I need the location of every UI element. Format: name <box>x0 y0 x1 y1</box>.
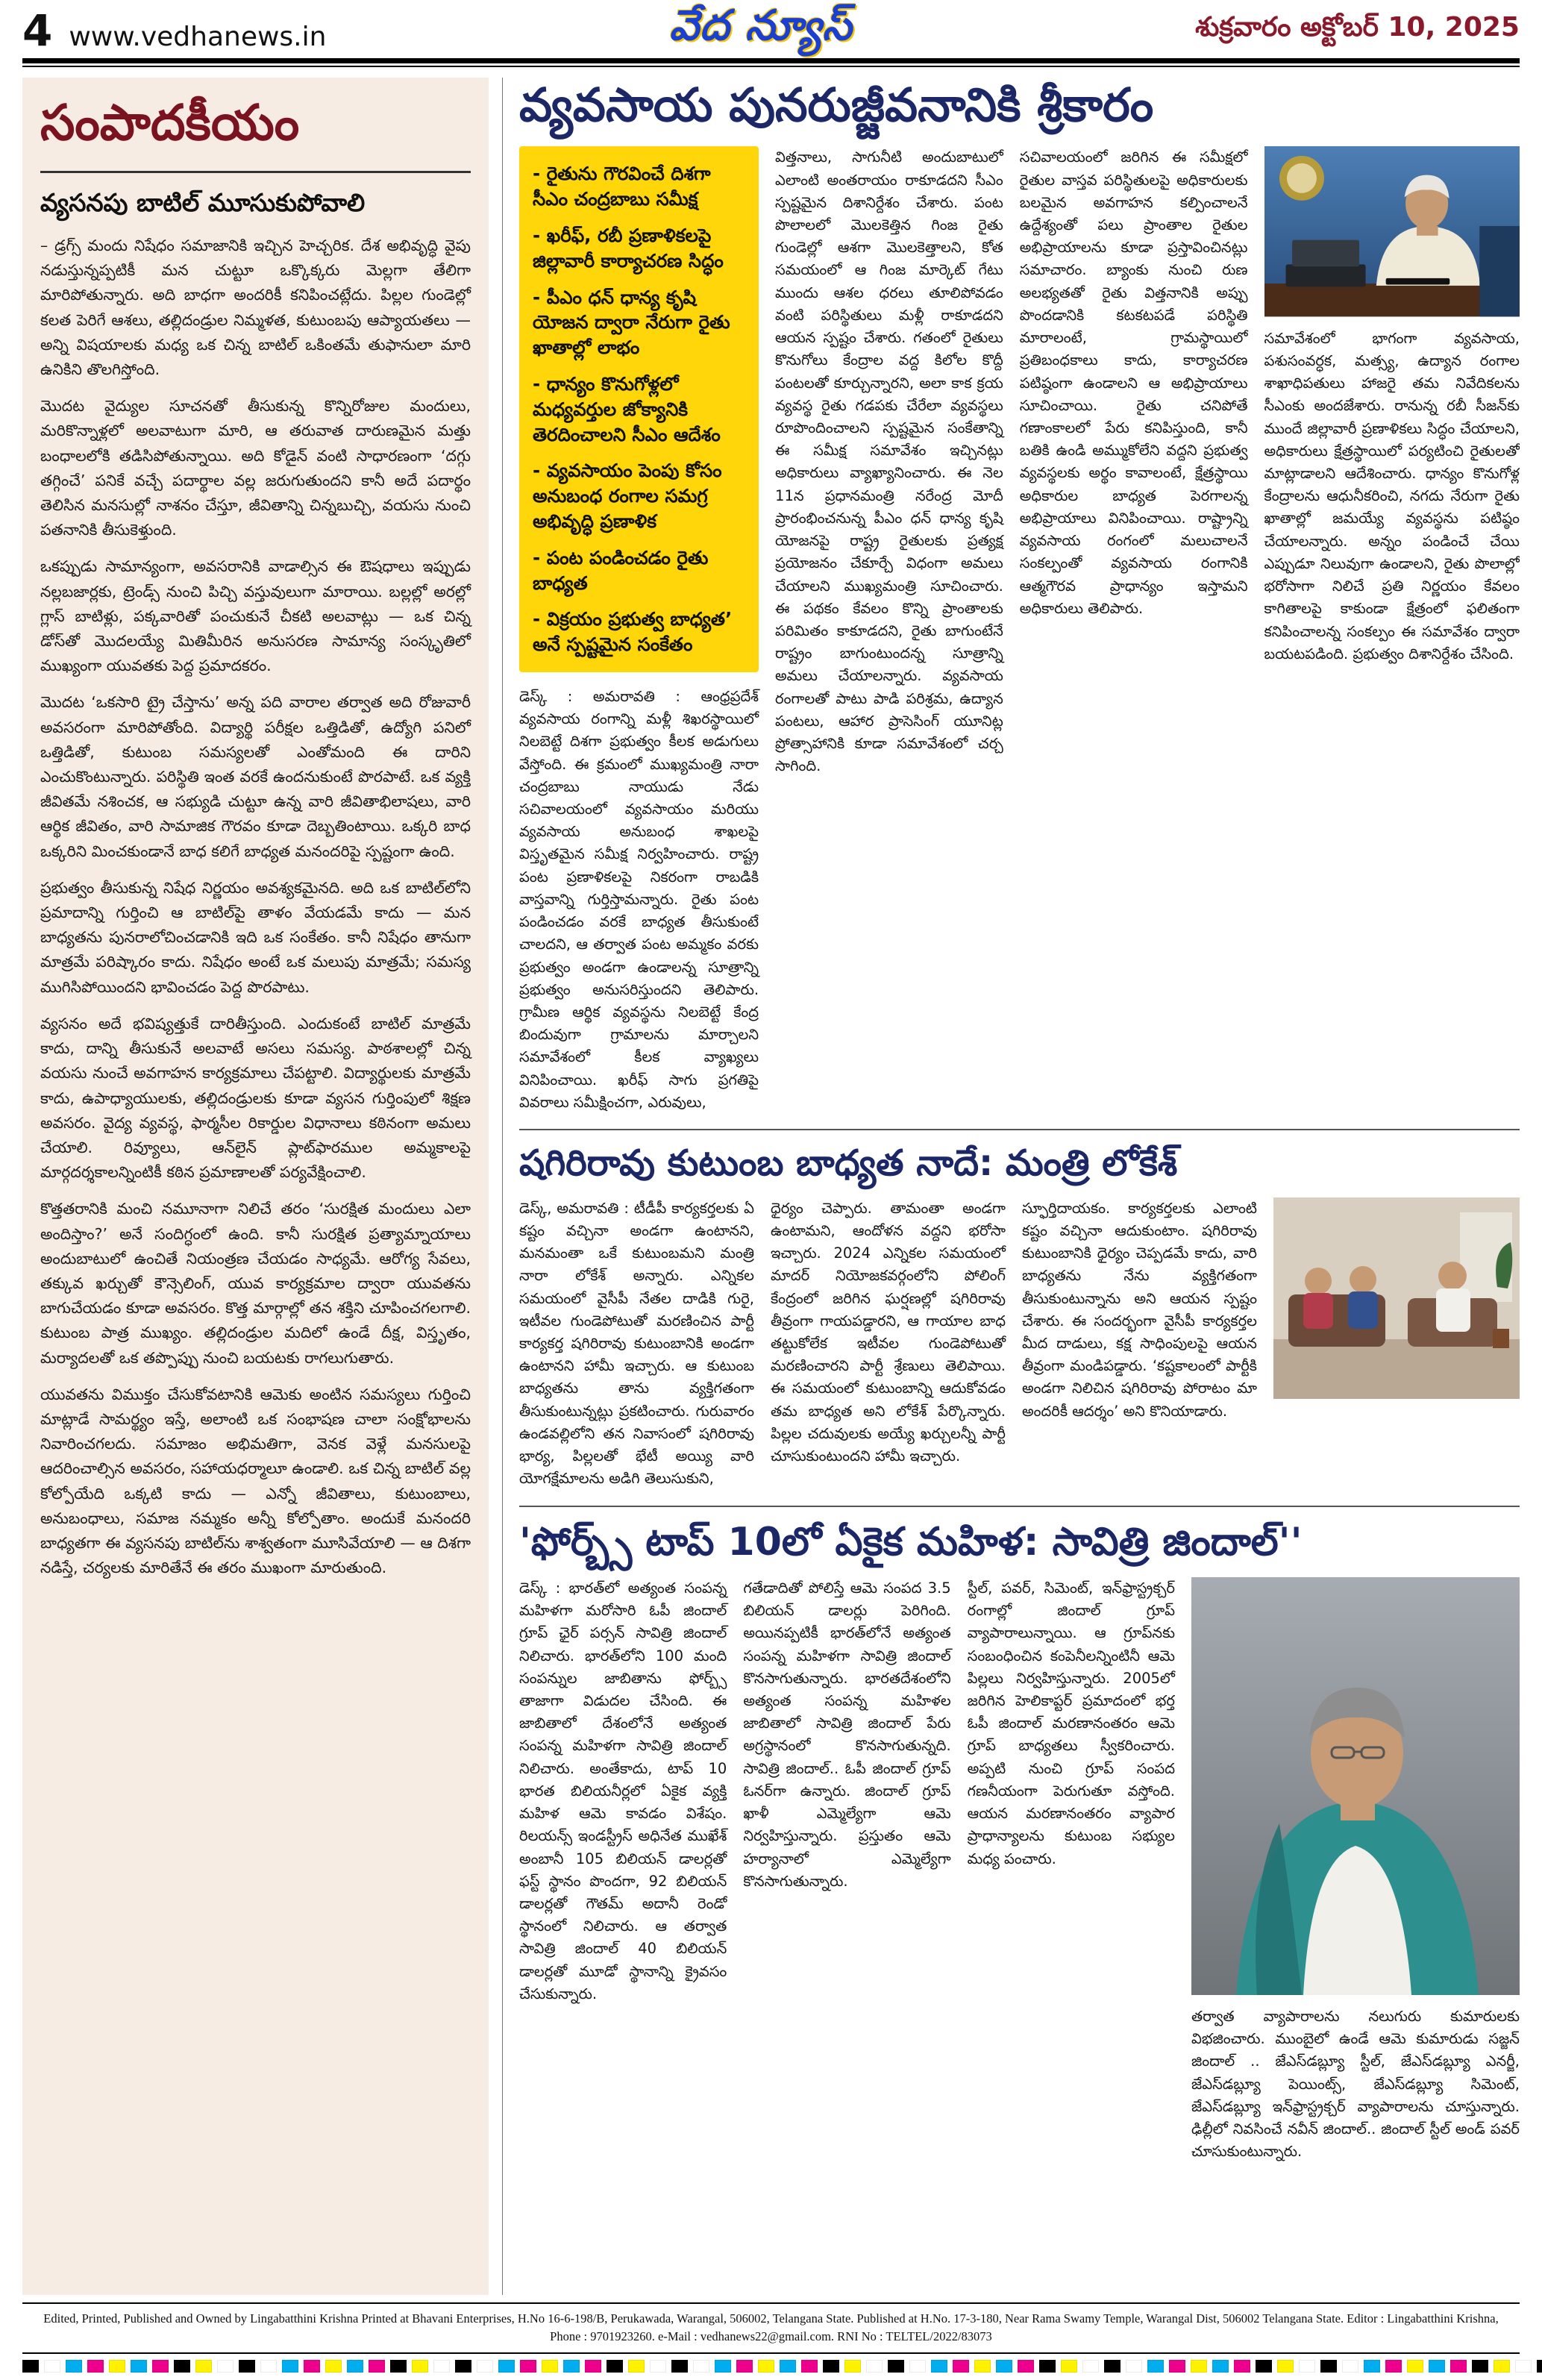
registration-color-swatch <box>1407 2360 1423 2373</box>
registration-color-swatch <box>1515 2360 1532 2373</box>
registration-color-swatch <box>347 2360 363 2373</box>
registration-color-swatch <box>758 2360 774 2373</box>
highlight-item: - వ్యవసాయం పెంపు కోసం అనుబంధ రంగాల సమగ్ర అభివృద్ధి ప్రణాళిక <box>533 460 722 532</box>
registration-color-swatch <box>1082 2360 1099 2373</box>
registration-color-swatch <box>563 2360 580 2373</box>
article3-text-4: తర్వాత వ్యాపారాలను నలుగురు కుమారులకు విభజించారు. ముంబైలో ఉండే ఆమె కుమారుడు సజ్జన్ జిందాల్ .. జేఎస్‌డబ్ల్యూ స్టీల్, జేఎస్‌డబ్ల్యూ ఎనర్జీ, జేఎస్‌డబ్ల్యూ పెయింట్స్, జేఎస్‌డబ్ల్యూ సిమెంట్, జేఎస్‌డబ్ల్యూ ఇన్‌ఫ్రాస్ట్రక్చర్ వ్యాపారాలను చూస్తున్నారు. ఢిల్లీలో నివసించే నవీన్ జిందాల్.. జిందాల్ స్టీల్ అండ్ పవర్ చూసుకుంటున్నారు. <box>1191 2007 1520 2161</box>
registration-color-swatch <box>477 2360 493 2373</box>
registration-color-swatch <box>953 2360 969 2373</box>
registration-color-swatch <box>1169 2360 1185 2373</box>
registration-color-swatch <box>542 2360 558 2373</box>
article3-body <box>519 1577 1520 2164</box>
article2-text-3: స్ఫూర్తిదాయకం. కార్యకర్తలకు ఎలాంటి కష్టం వచ్చినా ఆదుకుంటాం. షగిరిరావు కుటుంబానికి ధైర్యం చెప్పడమే కాదు, వారి బాధ్యతను నేను వ్యక్తిగతంగా తీసుకుంటున్నాను అని ఆయన స్పష్టం చేశారు. ఈ సందర్భంగా వైసీపీ కార్యకర్తల మీద దాడులు, కక్ష సాధింపులపై ఆయన తీవ్రంగా మండిపడ్డారు. ‘కష్టకాలంలో పార్టీకి అండగా నిలిచిన షగిరిరావు పోరాటం మా అందరికీ ఆదర్శం’ అని కొనియాడారు. <box>1022 1199 1257 1420</box>
registration-color-swatch <box>217 2360 234 2373</box>
registration-color-swatch <box>152 2360 169 2373</box>
registration-color-swatch <box>1234 2360 1250 2373</box>
registration-color-swatch <box>239 2360 255 2373</box>
article1-text-2: విత్తనాలు, సాగునీటి అందుబాటులో ఎలాంటి అంతరాయం రాకూడదని సీఎం స్పష్టమైన దిశానిర్దేశం చేశారు. పంట పొలాలలో మొలకెత్తిన గింజ రైతు గుండెల్లో ఆశగా మొలకెత్తాలని, కోత సమయంలో ఆ గింజ మార్కెట్ గేటు ముందు ఆశల ధరలు తూలిపోవడం వంటి పరిస్థితులు మళ్లీ రాకూడదని ఆయన స్పష్టం చేశారు. గతంలో రైతులు కొనుగోలు కేంద్రాల వద్ద కిలోల కొద్దీ పంటలతో కూర్చున్నారని, అలా కాక క్రయ వ్యవస్థ రైతు గడపకు చేరేలా వ్యవస్థలు రూపొందించాలని స్పష్టమైన సంకేతాన్ని ఈ సమీక్ష సమావేశం ఇచ్చినట్లు అధికారులు వ్యాఖ్యానించారు. ఈ నెల 11న ప్రధానమంత్రి నరేంద్ర మోదీ ప్రారంభించనున్న పీఎం ధన్ ధాన్య కృషి యోజనపై రాష్ట్ర రైతులకు ప్రత్యక్ష ప్రయోజనం చేకూర్చే విధంగా అమలు చేయాలని ముఖ్యమంత్రి సూచించారు. ఈ పథకం కేవలం కొన్ని ప్రాంతాలకు పరిమితం కాకూడదని, రైతు బాగుంటేనే రాష్ట్రం బాగుంటుందన్న సూత్రాన్ని అమలు చేయాలన్నారు. వ్యవసాయ రంగాలతో పాటు పాడి పరిశ్రమ, ఉద్యాన పంటలు, ఆహార ప్రాసెసింగ్ యూనిట్ల ప్రోత్సాహానికి కూడా సమావేశంలో చర్చ సాగింది. <box>775 148 1003 775</box>
editorial-subtitle: వ్యసనపు బాటిల్ మూసుకుపోవాలి <box>40 188 366 217</box>
registration-color-swatch <box>1191 2360 1207 2373</box>
article2-text-1: డెస్క్, అమరావతి : టీడీపీ కార్యకర్తలకు ఏ కష్టం వచ్చినా అండగా ఉంటానని, మనమంతా ఒకే కుటుంబమని మంత్రి నారా లోకేశ్ అన్నారు. ఎన్నికల సమయంలో వైసీపీ నేతల దాడికి గురై, ఇటీవల గుండెపోటుతో మరణించిన పార్టీ కార్యకర్త షగిరిరావు కుటుంబానికి అండగా ఉంటానని హామీ ఇచ్చారు. ఆ కుటుంబ బాధ్యతను తాను వ్యక్తిగతంగా తీసుకుంటున్నట్లు ప్రకటించారు. గురువారం ఉండవల్లిలోని తన నివాసంలో షగిరిరావు భార్య, పిల్లలతో భేటీ అయ్యి వారి యోగక్షేమాలను అడిగి తెలుసుకుని, <box>519 1199 754 1488</box>
registration-color-swatch <box>1256 2360 1272 2373</box>
registration-color-swatch <box>996 2360 1012 2373</box>
registration-color-swatch <box>66 2360 82 2373</box>
registration-color-swatch <box>498 2360 515 2373</box>
article-jindal <box>519 1506 1520 2164</box>
article3-text-1: డెస్క్ : భారత్‌లో అత్యంత సంపన్న మహిళగా మరోసారి ఓపీ జిందాల్ గ్రూప్ ఛైర్ పర్సన్ సావిత్రి జిందాల్ నిలిచారు. భారత్‌లోని 100 మంది సంపన్నుల జాబితాను ఫోర్బ్స్ తాజాగా విడుదల చేసింది. ఈ జాబితాలో దేశంలోనే అత్యంత సంపన్న మహిళగా సావిత్రి జిందాల్ నిలిచారు. అంతేకాదు, టాప్ 10 భారత బిలియనీర్లలో ఏకైక వ్యక్తి మహిళ ఆమె కావడం విశేషం. రిలయన్స్ ఇండస్ట్రీస్ అధినేత ముఖేశ్ అంబానీ 105 బిలియన్ డాలర్లతో ఫస్ట్ స్థానం పొందగా, 92 బిలియన్ డాలర్లతో గౌతమ్ అదానీ రెండో స్థానంలో నిలిచారు. ఆ తర్వాత సావిత్రి జిందాల్ 40 బిలియన్ డాలర్లతో మూడో స్థానాన్ని క్రైవసం చేసుకున్నారు. <box>519 1579 727 2002</box>
article1-text-4: సమావేశంలో భాగంగా వ్యవసాయ, పశుసంవర్ధక, మత్స్య, ఉద్యాన రంగాల శాఖాధిపతులు హాజరై తమ నివేదికలను సీఎంకు అందజేశారు. రానున్న రబీ సీజన్‌కు ముందే జిల్లావారీ ప్రణాళికలు సిద్ధం చేయాలని, అధికారులు క్షేత్రస్థాయిలో పర్యటించి రైతులతో మాట్లాడాలని ఆదేశించారు. ధాన్యం కొనుగోళ్ల కేంద్రాలను ఆధునీకరించి, నగదు నేరుగా రైతు ఖాతాల్లో జమయ్యే వ్యవస్థను పటిష్ఠం చేయాలన్నారు. అన్నం పండించే చేయి ఎప్పుడూ నిలువుగా ఉండాలని, రైతు పొలాల్లో భరోసాగా నిలిచే ప్రతి నిర్ణయం కేవలం కాగితాలపై కాకుండా క్షేత్రంలో ఫలితంగా కనిపించాలన్న సంకల్పం ఈ సమావేశం ద్వారా బయటపడింది. ప్రభుత్వం దిశానిర్దేశం చేసింది. <box>1264 329 1520 663</box>
editorial-paragraph: వ్యసనం అదే భవిష్యత్తుకే దారితీస్తుంది. ఎందుకంటే బాటిల్ మాత్రమే కాదు, దాన్ని తీసుకునే అలవాటే అసలు సమస్య. పాఠశాలల్లో చిన్న వయసు నుంచే అవగాహన కార్యక్రమాలు చేపట్టాలి. విద్యార్థులకు మాత్రమే కాదు, ఉపాధ్యాయులకు, తల్లిదండ్రులకు కూడా వ్యసన గుర్తింపులో శిక్షణ అవసరం. వైద్య వ్యవస్థ, ఫార్మసీల రికార్డుల విధానాలు కఠినంగా అమలు చేయాలి. రివ్యూలు, ఆన్‌లైన్ ప్లాట్‌ఫారముల అమ్మకాలపై మార్గదర్శకాలన్నింటికీ కఠిన ప్రమాణాలతో పర్యవేక్షించాలి. <box>40 1014 471 1182</box>
cm-review-photo <box>1264 146 1520 316</box>
article3-text-3: స్టీల్, పవర్, సిమెంట్, ఇన్‌ఫ్రాస్ట్రక్చర్ రంగాల్లో జిందాల్ గ్రూప్ వ్యాపారాలున్నాయి. ఆ గ్రూప్‌నకు సంబంధించిన కంపెనీలన్నింటినీ ఆమె పిల్లలు నిర్వహిస్తున్నారు. 2005లో జరిగిన హెలికాప్టర్ ప్రమాదంలో భర్త ఓపీ జిందాల్ మరణానంతరం ఆమె గ్రూప్ బాధ్యతలు స్వీకరించారు. అప్పటి నుంచి గ్రూప్ సంపద గణనీయంగా పెరుగుతూ వస్తోంది. ఆయన మరణానంతరం వ్యాపార ప్రాధాన్యాలను కుటుంబ సభ్యుల మధ్య పంచారు. <box>967 1579 1175 1867</box>
highlight-item: - విక్రయం ప్రభుత్వ బాధ్యత’ అనే స్పష్టమైన సంకేతం <box>533 608 733 656</box>
highlight-item: - రైతును గౌరవించే దిశగా సీఎం చంద్రబాబు సమీక్ష <box>533 163 711 210</box>
registration-color-swatch <box>888 2360 904 2373</box>
registration-color-swatch <box>1061 2360 1077 2373</box>
article1-text-1: డెస్క్ : అమరావతి : ఆంధ్రప్రదేశ్ వ్యవసాయ రంగాన్ని మళ్లీ శిఖరస్థాయిలో నిలబెట్టే దిశగా ప్రభుత్వం కీలక అడుగులు వేస్తోంది. ఈ క్రమంలో ముఖ్యమంత్రి నారా చంద్రబాబు నాయుడు నేడు సచివాలయంలో వ్యవసాయం మరియు వ్యవసాయ అనుబంధ శాఖలపై విస్తృతమైన సమీక్ష నిర్వహించారు. రాష్ట్ర పంట ప్రణాళికలపై నికరంగా రాబడికి వాస్తవాన్ని గుర్తిస్తామన్నారు. రైతు పంట పండించడం వరకే బాధ్యత తీసుకుంటే చాలదని, ఆ తర్వాత పంట అమ్మకం వరకు ప్రభుత్వం అండగా ఉండాలన్న సూత్రాన్ని ప్రభుత్వం అనుసరిస్తుందని తెలిపారు. గ్రామీణ ఆర్థిక వ్యవస్థను నిలబెట్టే కేంద్ర బిందువుగా గ్రామాలను మార్చాలని సమావేశంలో కీలక వ్యాఖ్యలు వినిపించాయి. ఖరీఫ్ సాగు ప్రగతిపై వివరాలు సమీక్షించగా, ఎరువులు, <box>519 687 759 1111</box>
website-url: www.vedhanews.in <box>69 22 327 52</box>
registration-color-swatch <box>412 2360 428 2373</box>
editorial-paragraph: మొదట ‘ఒకసారి ట్రై చేస్తాను’ అన్న పది వారాల తర్వాత అది రోజువారీ అవసరంగా మారిపోతోంది. విద్యార్థి పరీక్షల ఒత్తిడితో, ఉద్యోగి పనిలో ఒత్తిడితో, కుటుంబ సమస్యలతో ఎంతోమంది ఈ దారిని ఎంచుకొంటున్నారు. పరిస్థితి ఇంత వరకే ఉందనుకుంటే పొరపాటే. ఒక వ్యక్తి జీవితమే నశించక, ఆ సభ్యుడి చుట్టూ ఉన్న వారి జీవితాభిలాషలు, వారి ఆర్థిక జీవితం, వారి సామాజిక గౌరవం కూడా దెబ్బతింటాయి. ఒక్కరి బాధ ఒక్కరిని మించకుండానే బాధ కలిగే బాధ్యత మనందరిపై స్పష్టంగా ఉంది. <box>40 693 471 860</box>
registration-color-swatch <box>1342 2360 1358 2373</box>
registration-color-swatch <box>109 2360 125 2373</box>
registration-color-swatch <box>390 2360 407 2373</box>
print-registration-bar <box>0 2354 1542 2380</box>
article-lokesh <box>519 1129 1520 1490</box>
registration-color-swatch <box>1126 2360 1142 2373</box>
highlight-item: - పీఎం ధన్ ధాన్య కృషి యోజన ద్వారా నేరుగా రైతు ఖాతాల్లో లాభం <box>533 286 730 359</box>
registration-color-swatch <box>693 2360 709 2373</box>
registration-color-swatch <box>22 2360 39 2373</box>
registration-color-swatch <box>1212 2360 1229 2373</box>
registration-color-swatch <box>1364 2360 1380 2373</box>
registration-color-swatch <box>736 2360 753 2373</box>
registration-color-swatch <box>801 2360 818 2373</box>
article-agriculture <box>519 78 1520 1114</box>
article2-headline: షగిరిరావు కుటుంబ బాధ్యత నాదే: మంత్రి లోకేశ్ <box>519 1142 1178 1185</box>
registration-color-swatch <box>195 2360 212 2373</box>
registration-color-swatch <box>866 2360 883 2373</box>
registration-color-swatch <box>455 2360 471 2373</box>
registration-color-swatch <box>282 2360 298 2373</box>
registration-color-swatch <box>1039 2360 1056 2373</box>
editorial-paragraph: కొత్తతరానికి మంచి నమూనాగా నిలిచే తరం ‘సురక్షిత మందులు ఎలా అందిస్తాం?’ అనే సందిగ్ధంలో ఉంది. కానీ సురక్షిత ప్రత్యామ్నాయాలు అందుబాటులో ఉంచితే నియంత్రణ చేయడం సాధ్యమే. ఆరోగ్య సేవలు, తక్కువ ఖర్చుతో కౌన్సెలింగ్, యువ కార్యక్రమాల ద్వారా యువతను బాగుచేయడం కూడా అవసరం. కొత్త మార్గాల్లో తన శక్తిని చూపించగలగాలి. కుటుంబ పాత్ర ముఖ్యం. తల్లిదండ్రుల మదిలో ఉండే దీక్ష, విస్తృతం, మర్యాదలతో ఒక తప్పొప్పు నుంచి బయటకు రాగలుగుతారు. <box>40 1200 471 1367</box>
registration-color-swatch <box>433 2360 450 2373</box>
registration-color-swatch <box>1537 2360 1542 2373</box>
registration-color-swatch <box>1104 2360 1121 2373</box>
article1-col1 <box>519 146 759 1114</box>
registration-color-swatch <box>780 2360 796 2373</box>
editorial-paragraph: మొదట వైద్యుల సూచనతో తీసుకున్న కొన్నిరోజుల మందులు, మరికొన్నాళ్లలో అలవాటుగా మారి, ఆ తరువాత దారుణమైన మత్తు బంధాలలోకి తడిసిపోతున్నాయి. అది కోడైన్ వంటి సాధారణంగా ‘దగ్గు తగ్గించే’ పనికే వచ్చే పదార్థాల వల్ల జరుగుతుందని కానీ అదే పదార్థం తెలిసిన మనసుల్లో నాశనం చేస్తూ, జీవితాన్ని చిన్నబుచ్చి, వయసు నుంచి పతనానికి తీసుకెళ్తుంది. <box>40 397 471 539</box>
registration-color-swatch <box>607 2360 623 2373</box>
registration-color-swatch <box>1450 2360 1467 2373</box>
article3-col4 <box>1191 1577 1520 2164</box>
article1-body <box>519 146 1520 1114</box>
lokesh-meeting-photo <box>1273 1197 1520 1480</box>
main-articles-column <box>502 78 1520 2295</box>
registration-color-swatch <box>1299 2360 1315 2373</box>
article1-col4 <box>1264 146 1520 1114</box>
highlight-item: - పంట పండించడం రైతు బాధ్యత <box>533 546 709 594</box>
page-header <box>0 0 1542 58</box>
registration-color-swatch <box>671 2360 688 2373</box>
masthead-title: వేద న్యూస్ <box>669 1 853 50</box>
article3-headline: 'ఫోర్బ్స్ టాప్ 10లో ఏకైక మహిళ: సావిత్రి జిందాల్'' <box>519 1519 1303 1565</box>
registration-color-swatch <box>650 2360 666 2373</box>
editorial-paragraph: ఒకప్పుడు సామాన్యంగా, అవసరానికి వాడాల్సిన ఈ ఔషధాలు ఇప్పుడు నల్లబజార్లకు, ట్రెండ్స్ నుంచి పిచ్చి వస్తువులుగా మారాయి. బల్లల్లో అరల్లో గ్లాస్ బాటిళ్లు, పక్కవారితో పంచుకునే చీకటి అలవాట్లు — ఒక చిన్న డోస్‌తో మొదలయ్యే మితిమీరిన అనుసరణ సామాన్య సంస్కృతిలో ముఖ్యంగా యువతకు పెద్ద ప్రమాదకరం. <box>40 557 471 675</box>
highlight-item: - ధాన్యం కొనుగోళ్లలో మధ్యవర్తుల జోక్యానికి తెరదించాలని సీఎం ఆదేశం <box>533 372 721 445</box>
registration-color-swatch <box>715 2360 731 2373</box>
article3-text-2: గతేడాదితో పోలిస్తే ఆమె సంపద 3.5 బిలియన్ డాలర్లు పెరిగింది. అయినప్పటికీ భారత్‌లోనే అత్యంత సంపన్న మహిళగా సావిత్రి జిందాల్ కొనసాగుతున్నారు. భారతదేశంలోని అత్యంత సంపన్న మహిళల జాబితాలో సావిత్రి జిందాల్ పేరు అగ్రస్థానంలో కొనసాగుతున్నది. సావిత్రి జిందాల్.. ఓపీ జిందాల్ గ్రూప్ ఓనర్‌గా ఉన్నారు. జిందాల్ గ్రూప్ ఖాళీ ఎమ్మెల్యేగా ఆమె నిర్వహిస్తున్నారు. ప్రస్తుతం ఆమె హర్యానాలో ఎమ్మెల్యేగా కొనసాగుతున్నారు. <box>743 1579 951 1890</box>
editorial-title: సంపాదకీయం <box>40 94 471 173</box>
registration-color-swatch <box>44 2360 60 2373</box>
article2-text-2: ధైర్యం చెప్పారు. తామంతా అండగా ఉంటామని, ఆందోళన వద్దని భరోసా ఇచ్చారు. 2024 ఎన్నికల సమయంలో మాదర్ నియోజకవర్గంలోని పోలింగ్ కేంద్రంలో జరిగిన ఘర్షణల్లో షగిరిరావు తీవ్రంగా గాయపడ్డారని, ఆ గాయాల బాధ తట్టుకోలేక ఇటీవల గుండెపోటుతో మరణించారని పార్టీ శ్రేణులు తెలిపాయి. ఈ సమయంలో కుటుంబాన్ని ఆదుకోవడం తమ బాధ్యత అని లోకేశ్ పేర్కొన్నారు. పిల్లల చదువులకు అయ్యే ఖర్చులన్నీ పార్టీ చూసుకుంటుందని హామీ ఇచ్చారు. <box>771 1199 1006 1465</box>
registration-color-swatch <box>1018 2360 1034 2373</box>
registration-color-swatch <box>1494 2360 1510 2373</box>
registration-color-swatch <box>585 2360 601 2373</box>
registration-color-swatch <box>1429 2360 1445 2373</box>
header-left <box>22 5 327 56</box>
header-rule <box>22 58 1520 67</box>
registration-color-swatch <box>1385 2360 1402 2373</box>
registration-color-swatch <box>325 2360 342 2373</box>
registration-color-swatch <box>823 2360 839 2373</box>
savitri-jindal-photo <box>1191 1577 1520 1995</box>
registration-color-swatch <box>1320 2360 1337 2373</box>
highlights-box <box>519 146 759 672</box>
page-number: 4 <box>22 5 53 56</box>
registration-color-swatch <box>931 2360 947 2373</box>
editorial-body <box>40 234 471 1580</box>
registration-color-swatch <box>304 2360 320 2373</box>
article2-body <box>519 1197 1520 1491</box>
registration-color-swatch <box>260 2360 277 2373</box>
registration-color-swatch <box>628 2360 645 2373</box>
editorial-column <box>22 78 489 2295</box>
highlight-item: - ఖరీఫ్, రబీ ప్రణాళికలపై జిల్లావారీ కార్యాచరణ సిద్ధం <box>533 224 724 272</box>
article1-text-3: సచివాలయంలో జరిగిన ఈ సమీక్షలో రైతుల వాస్తవ పరిస్థితులపై అధికారులకు బలమైన అవగాహన కల్పించాలనే ఉద్దేశ్యంతో పలు ప్రాంతాల రైతుల అభిప్రాయాలను కూడా ప్రస్తావించినట్లు సమాచారం. బ్యాంకు నుంచి రుణ అలభ్యతతో రైతు విత్తనానికి అప్పు పొందడానికి కటకటపడే పరిస్థితి మారాలంటే, గ్రామస్థాయిలో ప్రతిబంధకాలు కాదు, కార్యాచరణ పటిష్ఠంగా ఉండాలని ఆ అభిప్రాయాలు సూచించాయి. రైతు చనిపోతే గణాంకాలలో పేరు కనిపిస్తుంది, కానీ బతికి ఉండి అమ్ముకోలేని వద్దని ప్రభుత్వ వ్యవస్థలకు అర్థం కావాలంటే, క్షేత్రస్థాయి అధికారుల బాధ్యత పెరగాలన్న అభిప్రాయాలు వినిపించాయి. రాష్ట్రాన్ని వ్యవసాయ రంగంలో మలుచాలనే సంకల్పంతో వ్యవసాయ రంగానికి ఆత్మగౌరవ ప్రాధాన్యం ఇస్తామని అధికారులు తెలిపారు. <box>1019 148 1248 617</box>
article1-headline: వ్యవసాయ పునరుజ్జీవనానికి శ్రీకారం <box>519 78 1154 132</box>
registration-color-swatch <box>844 2360 861 2373</box>
registration-color-swatch <box>520 2360 536 2373</box>
editorial-paragraph: యువతను విముక్తం చేసుకోవటానికి ఆమెకు అంటిన సమస్యలు గుర్తించి మాట్లాడే సామర్థ్యం ఇస్తే, అలాంటి ఒక సంభాషణ చాలా సంక్షోభాలను నివారించగలదు. సమాజం అభిమతిగా, వెనక వెళ్లే మనసులపై ఆదరించాల్సిన అవసరం, సహాయధర్మాలూ ఉండాలి. ఒక చిన్న బాటిల్ వల్ల కోల్పోయేది ఒక్కటి కాదు — ఎన్నో జీవితాలు, కుటుంబాలు, అనుబంధాలు, సమాజ నమ్మకం అన్నీ కోల్పోతాం. అందుకే మనందరి బాధ్యతగా ఈ వ్యసనపు బాటిల్‌ను శాశ్వతంగా మూసివేయాలి — ఆ దిశగా నడిస్తే, చర్యలకు మారితేనే ఈ తరం ముఖంగా మారుతుంది. <box>40 1385 471 1577</box>
editorial-paragraph: – డ్రగ్స్ మందు నిషేధం సమాజానికి ఇచ్చిన హెచ్చరిక. దేశ అభివృద్ధి వైపు నడుస్తున్నప్పటికీ మన చుట్టూ ఒక్కొక్కరు మెల్లగా తేలిగా మారిపోతున్నారు. అది బాధగా అందరికీ కనిపించట్లేదు. పిల్లల గుండెల్లో కలత పెరిగే ఆశలు, తల్లిదండ్రుల నిమ్మళత, కుటుంబపు ఆప్యాయతలు — అన్ని విషయాలకు మధ్య ఒక చిన్న బాటిల్ ఒకింతమే తుఫానులా మారి ఉనికిని తొలగిస్తోంది. <box>40 237 471 379</box>
registration-color-swatch <box>174 2360 190 2373</box>
registration-color-swatch <box>974 2360 991 2373</box>
registration-color-swatch <box>909 2360 926 2373</box>
registration-color-swatch <box>1147 2360 1164 2373</box>
registration-color-swatch <box>369 2360 385 2373</box>
imprint-box <box>22 2302 1520 2355</box>
registration-color-swatch <box>87 2360 104 2373</box>
registration-color-swatch <box>1472 2360 1488 2373</box>
issue-date: శుక్రవారం అక్టోబర్ 10, 2025 <box>1195 12 1520 43</box>
registration-color-swatch <box>131 2360 147 2373</box>
page-content <box>0 67 1542 2302</box>
imprint-text: Edited, Printed, Published and Owned by Lingabatthini Krishna Printed at Bhavani Enterprises, H.No 16-6-198/B, Perukawada, Warangal, 506002, Telangana State. Published at H.No. 17-3-180, Near Rama Swamy Temple, Warangal Dist, 506002 Telangana State. Editor : Lingabatthini Krishna, Phone : 9701923260. e-Mail : vedhanews22@gmail.com. RNI No : TELTEL/2022/83073 <box>43 2311 1499 2344</box>
editorial-paragraph: ప్రభుత్వం తీసుకున్న నిషేధ నిర్ణయం అవశ్యకమైనది. అది ఒక బాటిల్‌లోని ప్రమాదాన్ని గుర్తించి ఆ బాటిల్‌పై తాళం వేయడమే కాదు — మన బాధ్యతను పునరాలోచించడానికి ఇది ఒక సంకేతం. కానీ నిషేధం తానుగా మాత్రమే పరిష్కారం కాదు. నిషేధం అంటే ఒక మలుపు మాత్రమే; సమస్య ముగిసిపోయిందని భావించడం పెద్ద పొరపాటు. <box>40 878 471 996</box>
registration-color-swatch <box>1277 2360 1294 2373</box>
